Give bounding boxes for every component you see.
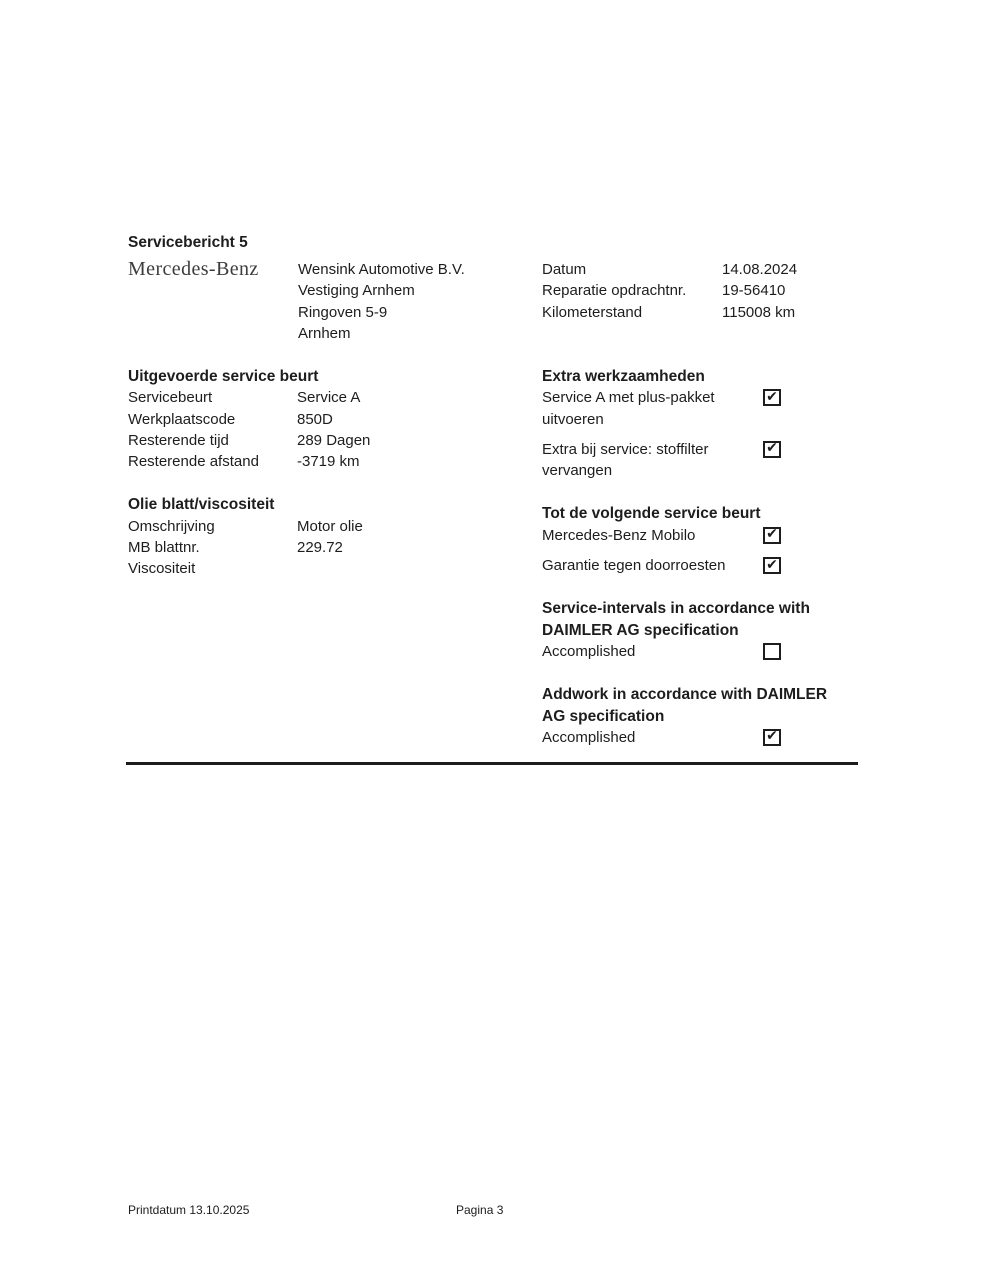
section-heading: Extra werkzaamheden (542, 368, 705, 385)
checklist-item-label: Extra bij service: stoffilter vervangen (542, 440, 709, 480)
field-row (128, 430, 488, 451)
checklist-item (542, 439, 872, 482)
field-label: Resterende afstand (128, 453, 259, 471)
field-label: MB blattnr. (128, 539, 200, 557)
field-row (128, 387, 488, 408)
page-title: Servicebericht 5 (128, 234, 248, 251)
field-row (128, 516, 488, 537)
dealer-address-line: Wensink Automotive B.V. (298, 261, 465, 278)
section-heading: Tot de volgende service beurt (542, 505, 761, 523)
field-value: Service A (297, 389, 361, 407)
check-icon: ✔ (766, 388, 778, 405)
section-heading: Uitgevoerde service beurt (128, 368, 319, 385)
section-heading: Olie blatt/viscositeit (128, 496, 275, 514)
check-icon: ✔ (766, 526, 778, 543)
section-olie-blatt-viscositeit (128, 494, 488, 579)
dealer-address-line: Arnhem (298, 324, 351, 342)
checklist-item (542, 727, 872, 748)
checklist-item (542, 555, 872, 576)
checklist-item-label: Accomplished (542, 642, 636, 660)
checklist-item (542, 387, 872, 430)
section-uitgevoerde-service-beurt (128, 366, 488, 472)
checkbox-addwork-accomplished (763, 729, 781, 746)
dealer-address-line: Vestiging Arnhem (298, 282, 415, 300)
checkbox-service-intervals-accomplished (763, 643, 781, 660)
meta-row (542, 302, 872, 323)
checklist-item (542, 641, 872, 662)
meta-label: Kilometerstand (542, 303, 643, 321)
field-row (128, 558, 488, 579)
field-value: Motor olie (297, 517, 363, 535)
field-label: Omschrijving (128, 517, 215, 535)
checkbox-stoffilter-vervangen (763, 441, 781, 458)
divider (126, 762, 858, 765)
meta-row (542, 280, 872, 301)
field-row (128, 537, 488, 558)
field-value: 850D (297, 410, 333, 428)
checkbox-garantie-tegen-doorroesten (763, 557, 781, 574)
field-label: Resterende tijd (128, 431, 229, 449)
meta-row (542, 259, 872, 280)
brand-logo: Mercedes-Benz (128, 258, 259, 280)
footer-pagenumber: Pagina 3 (456, 1203, 504, 1217)
check-icon: ✔ (766, 728, 778, 745)
section-heading: Service-intervals in accordance with DAIMLER AG specification (542, 600, 810, 639)
check-icon: ✔ (766, 556, 778, 573)
field-row (128, 409, 488, 430)
check-icon: ✔ (766, 440, 778, 457)
field-value (297, 558, 488, 579)
meta-value: 115008 km (722, 303, 796, 321)
left-column (128, 366, 488, 580)
section-service-intervals-daimler (542, 598, 872, 662)
field-value: 289 Dagen (297, 431, 371, 449)
checklist-item-label: Garantie tegen doorroesten (542, 557, 726, 575)
field-label: Viscositeit (128, 560, 196, 578)
section-heading: Addwork in accordance with DAIMLER AG specification (542, 686, 828, 725)
section-tot-de-volgende-service-beurt (542, 503, 872, 576)
field-value: 229.72 (297, 539, 343, 557)
field-label: Werkplaatscode (128, 410, 236, 428)
meta-value: 19-56410 (722, 282, 786, 300)
meta-label: Reparatie opdrachtnr. (542, 282, 687, 300)
right-column (542, 366, 872, 748)
field-label: Servicebeurt (128, 389, 213, 407)
checkbox-mercedes-benz-mobilo (763, 527, 781, 544)
section-addwork-daimler (542, 684, 872, 748)
meta-label: Datum (542, 261, 587, 278)
meta-value: 14.08.2024 (722, 261, 798, 278)
section-extra-werkzaamheden (542, 366, 872, 481)
checklist-item-label: Accomplished (542, 728, 636, 746)
field-value: -3719 km (297, 453, 360, 471)
dealer-address-line: Ringoven 5-9 (298, 303, 388, 321)
dealer-address (298, 259, 538, 344)
checklist-item-label: Service A met plus-pakket uitvoeren (542, 389, 715, 428)
field-row (128, 451, 488, 472)
checkbox-service-a-plus-pakket (763, 389, 781, 406)
footer-printdate: Printdatum 13.10.2025 (128, 1203, 250, 1217)
order-meta (542, 259, 872, 323)
checklist-item (542, 525, 872, 546)
checklist-item-label: Mercedes-Benz Mobilo (542, 526, 696, 544)
